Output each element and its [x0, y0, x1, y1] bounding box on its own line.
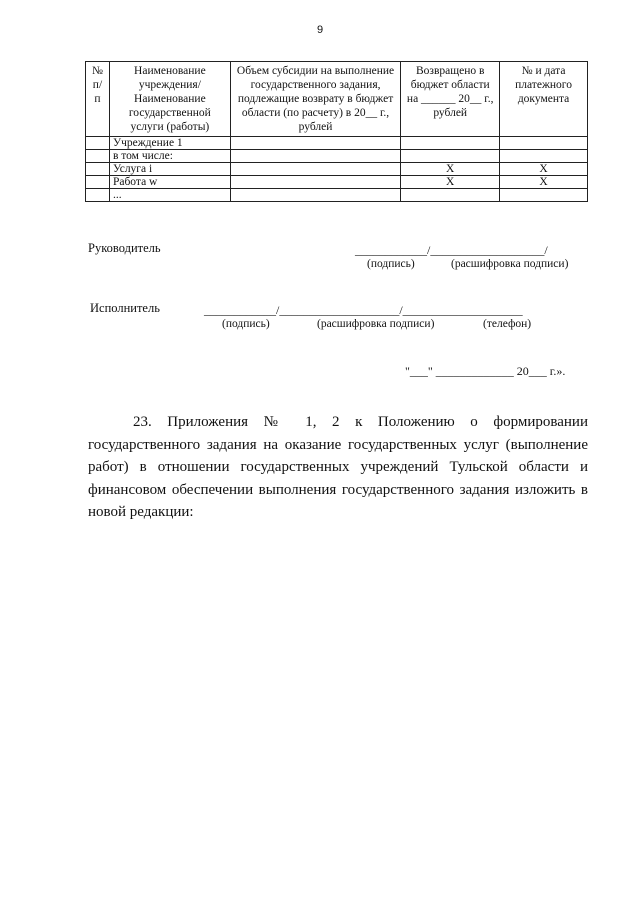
cell [230, 176, 401, 189]
cell: X [500, 176, 588, 189]
date-line: "___" _____________ 20___ г.». [405, 364, 566, 378]
head-label: Руководитель [88, 241, 161, 255]
cell [500, 137, 588, 150]
head-caption-sign: (подпись) [367, 258, 415, 270]
cell [230, 150, 401, 163]
cell [401, 189, 500, 202]
cell [230, 189, 401, 202]
cell: ... [109, 189, 230, 202]
cell: в том числе: [109, 150, 230, 163]
header-payment-doc: № и дата платежного документа [500, 62, 588, 137]
cell [401, 150, 500, 163]
cell [86, 137, 110, 150]
cell: X [401, 176, 500, 189]
table-row [86, 176, 588, 189]
cell [86, 150, 110, 163]
refund-table [85, 61, 588, 202]
cell: Услуга i [109, 163, 230, 176]
cell [500, 150, 588, 163]
cell [230, 137, 401, 150]
head-signature-line: ____________/___________________/ [355, 243, 548, 257]
table-row [86, 137, 588, 150]
header-returned: Возвращено в бюджет области на ______ 20__ г., рублей [401, 62, 500, 137]
amendment-paragraph: 23. Приложения № 1, 2 к Положению о формировании государственного задания на оказание государственных услуг (выполнение работ) в отношении государственных учреждений Тульской области и финансовом обеспечении выполнения государственного задания изложить в новой редакции: [88, 414, 588, 520]
executor-caption-sign: (подпись) [222, 318, 270, 330]
cell [230, 163, 401, 176]
header-number: № п/ п [86, 62, 110, 137]
executor-caption-phone: (телефон) [483, 318, 532, 330]
executor-signature-line: ____________/____________________/____________________ [204, 303, 523, 317]
cell [401, 137, 500, 150]
table-row [86, 189, 588, 202]
page-number: 9 [316, 24, 324, 36]
cell [500, 189, 588, 202]
table-row [86, 163, 588, 176]
header-subsidy-volume: Объем субсидии на выполнение государственного задания, подлежащие возврату в бюджет области (по расчету) в 20__ г., рублей [230, 62, 401, 137]
table-row [86, 150, 588, 163]
header-institution: Наименование учреждения/ Наименование государственной услуги (работы) [109, 62, 230, 137]
cell [86, 189, 110, 202]
cell [86, 176, 110, 189]
executor-label: Исполнитель [90, 301, 160, 315]
cell [86, 163, 110, 176]
cell: X [500, 163, 588, 176]
executor-caption-decode: (расшифровка подписи) [317, 318, 435, 330]
cell: Работа w [109, 176, 230, 189]
cell: X [401, 163, 500, 176]
head-caption-decode: (расшифровка подписи) [451, 258, 569, 270]
cell: Учреждение 1 [109, 137, 230, 150]
table-header-row [86, 62, 588, 137]
